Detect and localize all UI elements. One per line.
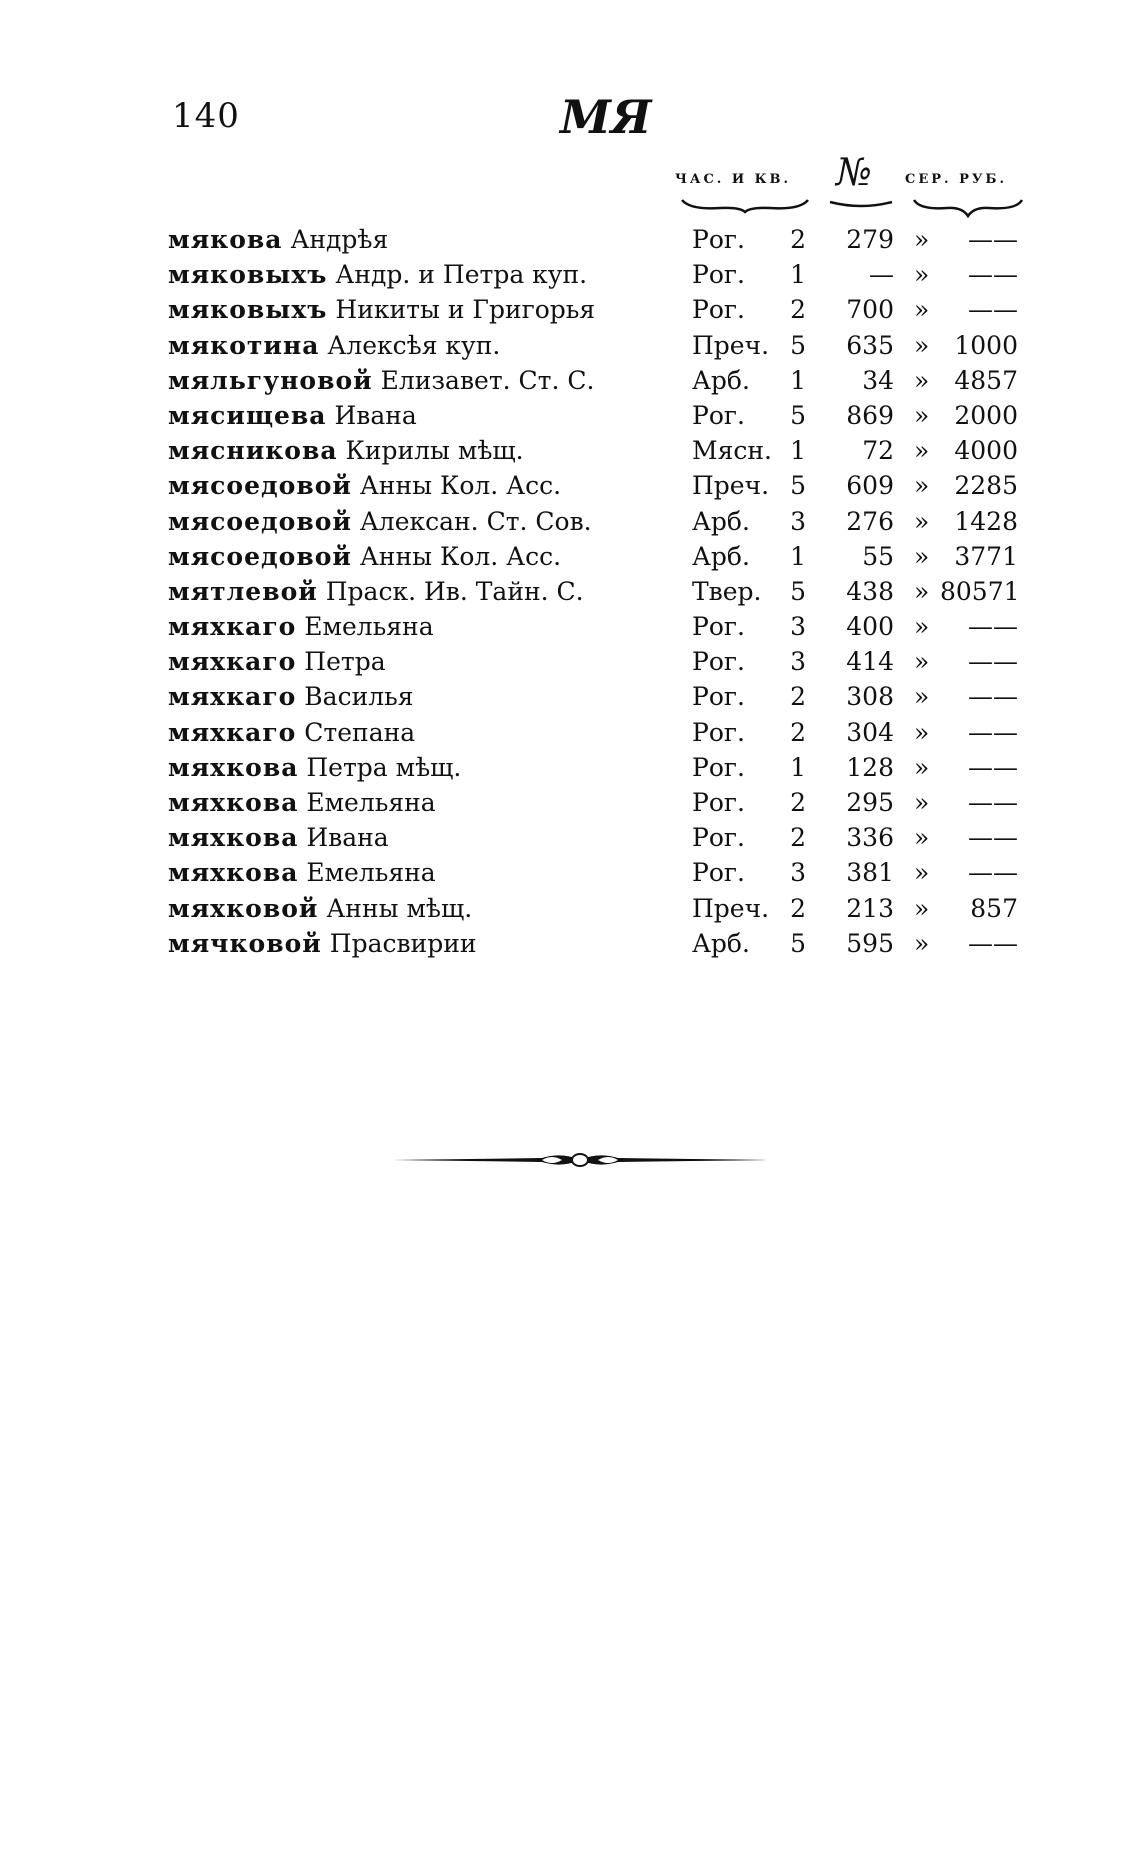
entry-ditto-mark: »	[914, 400, 930, 430]
entry-part: Рог.	[692, 225, 745, 254]
entry-surname: мясоедовой	[168, 541, 352, 571]
entry-given-name: Ивана	[334, 400, 417, 430]
entry-ditto-mark: »	[914, 295, 930, 325]
entry-quarter: 2	[790, 893, 806, 923]
entry-given-name: Емельяна	[304, 612, 434, 642]
list-item	[0, 222, 1140, 257]
entry-number: 609	[846, 471, 894, 501]
entry-name	[168, 750, 461, 785]
entry-number: 55	[862, 541, 894, 571]
entry-number: 700	[846, 295, 894, 325]
entry-name	[168, 785, 436, 820]
entry-part: Преч.	[692, 893, 770, 923]
entry-ditto-mark: »	[914, 471, 930, 501]
directory-entries	[0, 222, 1140, 961]
entry-part: Преч.	[692, 471, 770, 501]
entry-number: 381	[846, 858, 894, 888]
entry-part: Арб.	[692, 928, 750, 958]
entry-surname: мяхкаго	[168, 647, 297, 677]
entry-name	[168, 855, 436, 890]
entry-ditto-mark: »	[914, 576, 930, 606]
column-header-part-quarter: ЧАС. И КВ.	[675, 172, 792, 187]
entry-surname: мясоедовой	[168, 471, 352, 501]
entry-part: Рог.	[692, 682, 745, 712]
entry-surname: мясищева	[168, 400, 327, 430]
list-item	[0, 257, 1140, 292]
entry-name	[168, 574, 584, 609]
entry-name	[168, 398, 417, 433]
entry-part: Рог.	[692, 612, 745, 642]
entry-given-name: Петра мѣщ.	[306, 752, 462, 782]
entry-name	[168, 715, 415, 750]
entry-quarter: 1	[790, 260, 806, 290]
list-item	[0, 328, 1140, 363]
entry-given-name: Алексан. Ст. Сов.	[359, 506, 592, 536]
list-item	[0, 750, 1140, 785]
entry-quarter: 2	[790, 717, 806, 747]
list-item	[0, 433, 1140, 468]
entry-name	[168, 609, 434, 644]
entry-quarter: 5	[790, 471, 806, 501]
entry-given-name: Никиты и Григорья	[335, 295, 596, 325]
entry-part: Рог.	[692, 858, 745, 888]
entry-silver-rubles: ——	[968, 647, 1018, 677]
entry-ditto-mark: »	[914, 752, 930, 782]
entry-name	[168, 820, 389, 855]
list-item	[0, 855, 1140, 890]
list-item	[0, 715, 1140, 750]
entry-part: Преч.	[692, 330, 770, 360]
entry-silver-rubles: 1000	[954, 330, 1018, 360]
entry-silver-rubles: ——	[968, 295, 1018, 325]
entry-name	[168, 644, 386, 679]
entry-surname: мяхкова	[168, 858, 299, 888]
entry-given-name: Прасвирии	[329, 928, 477, 958]
entry-quarter: 2	[790, 295, 806, 325]
entry-ditto-mark: »	[914, 893, 930, 923]
entry-name	[168, 679, 414, 714]
entry-silver-rubles: ——	[968, 682, 1018, 712]
entry-silver-rubles: 857	[970, 893, 1018, 923]
entry-quarter: 5	[790, 576, 806, 606]
list-item	[0, 468, 1140, 503]
entry-quarter: 3	[790, 612, 806, 642]
entry-quarter: 1	[790, 541, 806, 571]
entry-silver-rubles: 3771	[954, 541, 1018, 571]
number-brace	[828, 198, 894, 212]
entry-silver-rubles: ——	[968, 225, 1018, 254]
entry-given-name: Анны Кол. Асс.	[359, 471, 562, 501]
list-item	[0, 644, 1140, 679]
entry-quarter: 2	[790, 823, 806, 853]
entry-surname: мясникова	[168, 436, 338, 466]
entry-name	[168, 328, 500, 363]
entry-ditto-mark: »	[914, 541, 930, 571]
entry-given-name: Кирилы мѣщ.	[345, 436, 524, 466]
entry-part: Рог.	[692, 717, 745, 747]
entry-given-name: Петра	[304, 647, 386, 677]
entry-ditto-mark: »	[914, 436, 930, 466]
entry-number: 336	[846, 823, 894, 853]
entry-ditto-mark: »	[914, 858, 930, 888]
entry-ditto-mark: »	[914, 225, 930, 254]
list-item	[0, 891, 1140, 926]
entry-number: 128	[846, 752, 894, 782]
entry-number: 213	[846, 893, 894, 923]
entry-silver-rubles: ——	[968, 928, 1018, 958]
entry-ditto-mark: »	[914, 823, 930, 853]
ornament-divider-icon	[392, 1148, 768, 1172]
entry-quarter: 5	[790, 400, 806, 430]
entry-name	[168, 504, 592, 539]
entry-quarter: 3	[790, 858, 806, 888]
list-item	[0, 609, 1140, 644]
entry-surname: мяхкова	[168, 823, 299, 853]
entry-given-name: Василья	[304, 682, 414, 712]
list-item	[0, 820, 1140, 855]
entry-surname: мятлевой	[168, 576, 318, 606]
entry-part: Рог.	[692, 295, 745, 325]
entry-surname: мяхкова	[168, 788, 299, 817]
entry-part: Рог.	[692, 400, 745, 430]
entry-number: 438	[846, 576, 894, 606]
entry-quarter: 5	[790, 928, 806, 958]
entry-silver-rubles: ——	[968, 260, 1018, 290]
entry-part: Арб.	[692, 541, 750, 571]
entry-given-name: Праск. Ив. Тайн. С.	[325, 576, 584, 606]
entry-name	[168, 222, 388, 257]
entry-name	[168, 468, 561, 503]
entry-silver-rubles: 80571	[940, 576, 1020, 606]
entry-part: Арб.	[692, 506, 750, 536]
list-item	[0, 785, 1140, 820]
list-item	[0, 363, 1140, 398]
entry-quarter: 1	[790, 365, 806, 395]
list-item	[0, 504, 1140, 539]
entry-number: 34	[862, 365, 894, 395]
entry-part: Рог.	[692, 752, 745, 782]
list-item	[0, 574, 1140, 609]
entry-number: —	[869, 260, 894, 290]
entry-ditto-mark: »	[914, 365, 930, 395]
list-item	[0, 679, 1140, 714]
entry-ditto-mark: »	[914, 682, 930, 712]
entry-number: 414	[846, 647, 894, 677]
page-number: 140	[172, 96, 240, 136]
entry-given-name: Елизавет. Ст. С.	[380, 365, 595, 395]
entry-surname: мясоедовой	[168, 506, 352, 536]
list-item	[0, 292, 1140, 327]
entry-name	[168, 433, 524, 468]
entry-number: 295	[846, 788, 894, 817]
entry-surname: мяхкаго	[168, 612, 297, 642]
entry-surname: мяхкаго	[168, 682, 297, 712]
entry-part: Мясн.	[692, 436, 772, 466]
entry-part: Рог.	[692, 823, 745, 853]
entry-silver-rubles: ——	[968, 788, 1018, 817]
entry-ditto-mark: »	[914, 612, 930, 642]
entry-surname: мячковой	[168, 928, 322, 958]
entry-name	[168, 257, 587, 292]
entry-surname: мякова	[168, 225, 283, 254]
entry-silver-rubles: ——	[968, 752, 1018, 782]
entry-given-name: Анны мѣщ.	[326, 893, 473, 923]
entry-name	[168, 891, 472, 926]
entry-quarter: 2	[790, 788, 806, 817]
entry-quarter: 1	[790, 436, 806, 466]
entry-surname: мяковыхъ	[168, 260, 328, 290]
entry-number: 400	[846, 612, 894, 642]
list-item	[0, 539, 1140, 574]
column-header-silver-rubles: СЕР. РУБ.	[905, 172, 1008, 187]
entry-name	[168, 363, 594, 398]
entry-number: 595	[846, 928, 894, 958]
entry-ditto-mark: »	[914, 330, 930, 360]
list-item	[0, 926, 1140, 961]
entry-surname: мяхковой	[168, 893, 319, 923]
entry-given-name: Андрѣя	[290, 225, 389, 254]
entry-quarter: 3	[790, 506, 806, 536]
entry-quarter: 3	[790, 647, 806, 677]
entry-ditto-mark: »	[914, 788, 930, 817]
entry-part: Твер.	[692, 576, 762, 606]
running-head: МЯ	[560, 90, 652, 144]
entry-silver-rubles: 4857	[954, 365, 1018, 395]
entry-quarter: 1	[790, 752, 806, 782]
entry-surname: мяхкаго	[168, 717, 297, 747]
entry-ditto-mark: »	[914, 717, 930, 747]
entry-number: 72	[862, 436, 894, 466]
entry-silver-rubles: 2285	[954, 471, 1018, 501]
part-quarter-brace	[680, 198, 810, 214]
column-header-number: №	[836, 150, 872, 194]
entry-quarter: 5	[790, 330, 806, 360]
entry-given-name: Андр. и Петра куп.	[335, 260, 588, 290]
entry-name	[168, 926, 477, 961]
entry-ditto-mark: »	[914, 506, 930, 536]
entry-name	[168, 539, 561, 574]
entry-given-name: Емельяна	[306, 858, 436, 888]
entry-number: 276	[846, 506, 894, 536]
entry-surname: мяковыхъ	[168, 295, 328, 325]
entry-number: 308	[846, 682, 894, 712]
entry-quarter: 2	[790, 682, 806, 712]
entry-number: 635	[846, 330, 894, 360]
entry-quarter: 2	[790, 225, 806, 254]
entry-silver-rubles: 4000	[954, 436, 1018, 466]
entry-ditto-mark: »	[914, 260, 930, 290]
entry-surname: мяхкова	[168, 752, 299, 782]
entry-name	[168, 292, 595, 327]
entry-part: Рог.	[692, 788, 745, 817]
entry-silver-rubles: ——	[968, 858, 1018, 888]
list-item	[0, 398, 1140, 433]
entry-given-name: Ивана	[306, 823, 389, 853]
entry-silver-rubles: 1428	[954, 506, 1018, 536]
entry-surname: мяльгуновой	[168, 365, 373, 395]
entry-silver-rubles: 2000	[954, 400, 1018, 430]
entry-surname: мякотина	[168, 330, 320, 360]
entry-silver-rubles: ——	[968, 717, 1018, 747]
entry-silver-rubles: ——	[968, 823, 1018, 853]
entry-number: 869	[846, 400, 894, 430]
entry-part: Арб.	[692, 365, 750, 395]
entry-given-name: Степана	[304, 717, 416, 747]
entry-given-name: Алексѣя куп.	[327, 330, 501, 360]
entry-number: 279	[846, 225, 894, 254]
silver-rubles-brace	[912, 198, 1024, 218]
entry-ditto-mark: »	[914, 928, 930, 958]
entry-given-name: Анны Кол. Асс.	[359, 541, 562, 571]
entry-ditto-mark: »	[914, 647, 930, 677]
entry-number: 304	[846, 717, 894, 747]
entry-part: Рог.	[692, 260, 745, 290]
entry-silver-rubles: ——	[968, 612, 1018, 642]
entry-given-name: Емельяна	[306, 788, 436, 817]
entry-part: Рог.	[692, 647, 745, 677]
